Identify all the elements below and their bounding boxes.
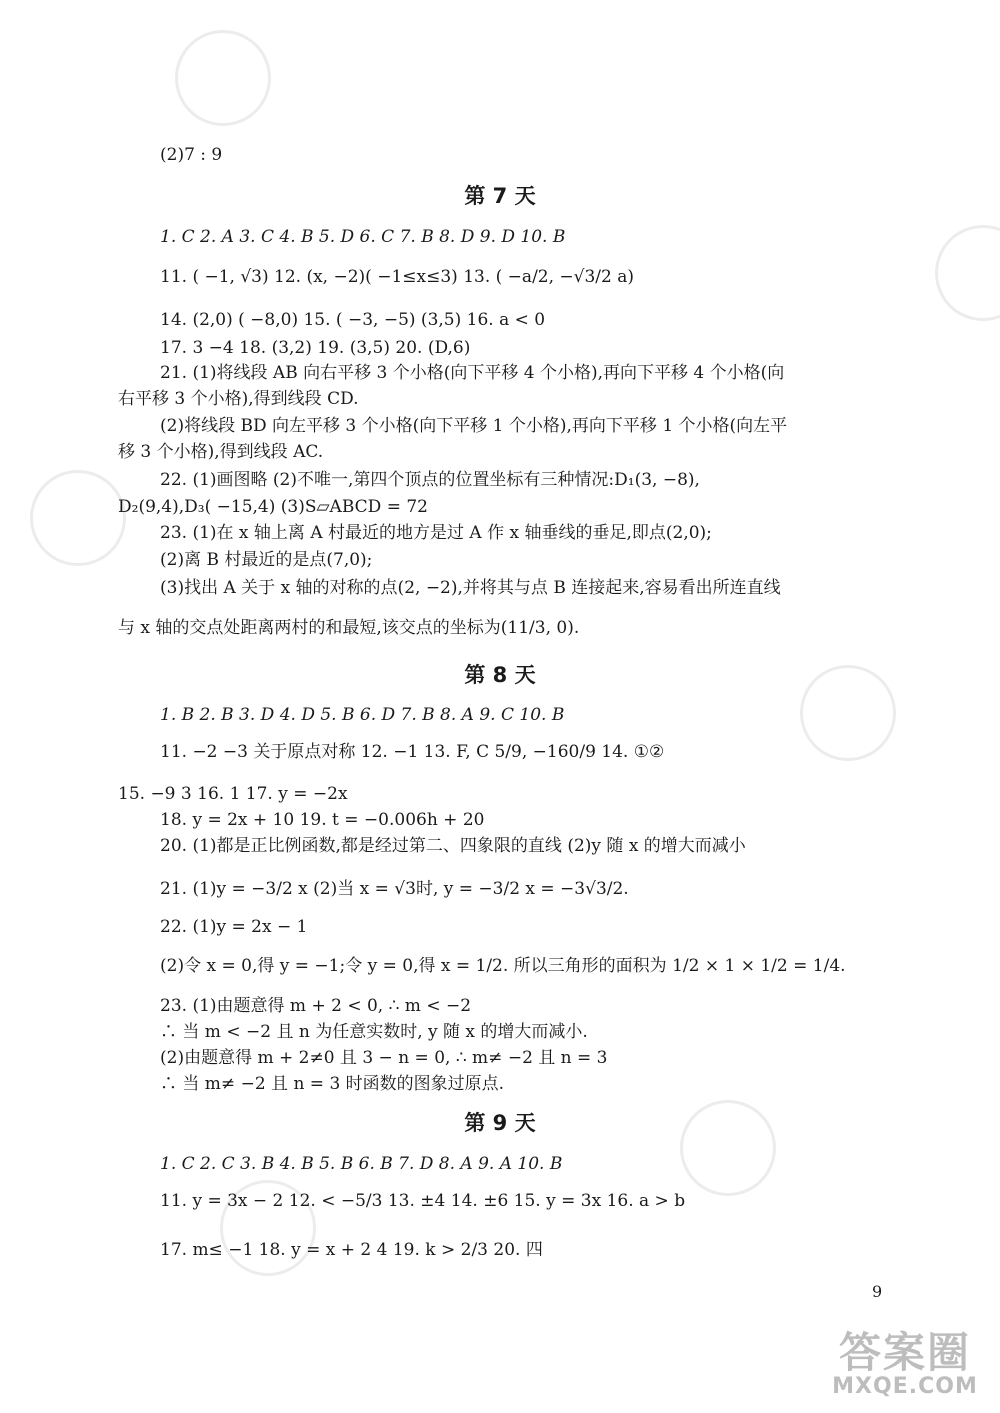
answer-line: (2)7 : 9 <box>160 145 223 165</box>
day-heading: 第 9 天 <box>464 1111 536 1135</box>
answer-line: 11. −2 −3 关于原点对称 12. −1 13. F, C 5/9, −160/9 14. ①② <box>160 742 665 762</box>
answer-line: (3)找出 A 关于 x 轴的对称的点(2, −2),并将其与点 B 连接起来,容易看出所连直线 <box>160 578 781 598</box>
answer-line: 1. C 2. C 3. B 4. B 5. B 6. B 7. D 8. A 9. A 10. B <box>160 1154 563 1174</box>
page-number: 9 <box>872 1282 883 1301</box>
answer-line: 22. (1)y = 2x − 1 <box>160 917 308 937</box>
answer-line: 23. (1)在 x 轴上离 A 村最近的地方是过 A 作 x 轴垂线的垂足,即点(2,0); <box>160 523 712 543</box>
answer-line: 21. (1)将线段 AB 向右平移 3 个小格(向下平移 4 个小格),再向下平移 4 个小格(向 <box>160 363 785 383</box>
answer-line: (2)将线段 BD 向左平移 3 个小格(向下平移 1 个小格),再向下平移 1 个小格(向左平 <box>160 416 788 436</box>
logo-sub-text: MXQE.COM <box>832 1374 978 1399</box>
answer-line: D₂(9,4),D₃( −15,4) (3)S▱ABCD = 72 <box>118 497 428 517</box>
answer-line: 1. C 2. A 3. C 4. B 5. D 6. C 7. B 8. D 9. D 10. B <box>160 227 566 247</box>
answer-line: ∴ 当 m≠ −2 且 n = 3 时函数的图象过原点. <box>160 1074 505 1094</box>
answer-line: ∴ 当 m < −2 且 n 为任意实数时, y 随 x 的增大而减小. <box>160 1022 588 1042</box>
logo-main-text: 答案圈 <box>838 1328 971 1377</box>
answer-line: 与 x 轴的交点处距离两村的和最短,该交点的坐标为(11/3, 0). <box>118 618 580 638</box>
answer-line: (2)离 B 村最近的是点(7,0); <box>160 550 373 570</box>
answer-line: 20. (1)都是正比例函数,都是经过第二、四象限的直线 (2)y 随 x 的增大而减小 <box>160 836 746 856</box>
answer-line: 23. (1)由题意得 m + 2 < 0, ∴ m < −2 <box>160 996 472 1016</box>
answer-line: 15. −9 3 16. 1 17. y = −2x <box>118 784 348 804</box>
answer-line: 移 3 个小格),得到线段 AC. <box>118 442 324 462</box>
answer-line: 11. ( −1, √3) 12. (x, −2)( −1≤x≤3) 13. ( −a/2, −√3/2 a) <box>160 267 635 287</box>
answer-line: 21. (1)y = −3/2 x (2)当 x = √3时, y = −3/2 x = −3√3/2. <box>160 879 629 899</box>
watermark-seal <box>935 225 1000 321</box>
answer-line: 17. m≤ −1 18. y = x + 2 4 19. k > 2/3 20. 四 <box>160 1240 543 1260</box>
day-heading: 第 7 天 <box>464 184 536 208</box>
answer-line: 14. (2,0) ( −8,0) 15. ( −3, −5) (3,5) 16. a < 0 <box>160 310 546 330</box>
day-heading: 第 8 天 <box>464 663 536 687</box>
answer-line: 右平移 3 个小格),得到线段 CD. <box>118 389 359 409</box>
answer-line: 17. 3 −4 18. (3,2) 19. (3,5) 20. (D,6) <box>160 338 471 358</box>
answer-line: 1. B 2. B 3. D 4. D 5. B 6. D 7. B 8. A 9. C 10. B <box>160 705 565 725</box>
watermark-seal <box>175 30 271 126</box>
answer-line: 18. y = 2x + 10 19. t = −0.006h + 20 <box>160 810 485 830</box>
answer-line: 11. y = 3x − 2 12. < −5/3 13. ±4 14. ±6 15. y = 3x 16. a > b <box>160 1191 686 1211</box>
answer-line: (2)由题意得 m + 2≠0 且 3 − n = 0, ∴ m≠ −2 且 n = 3 <box>160 1048 608 1068</box>
watermark-seal <box>30 470 126 566</box>
site-logo-watermark <box>815 1320 995 1408</box>
answer-line: 22. (1)画图略 (2)不唯一,第四个顶点的位置坐标有三种情况:D₁(3, −8), <box>160 470 700 490</box>
answer-line: (2)令 x = 0,得 y = −1;令 y = 0,得 x = 1/2. 所以三角形的面积为 1/2 × 1 × 1/2 = 1/4. <box>160 956 846 976</box>
